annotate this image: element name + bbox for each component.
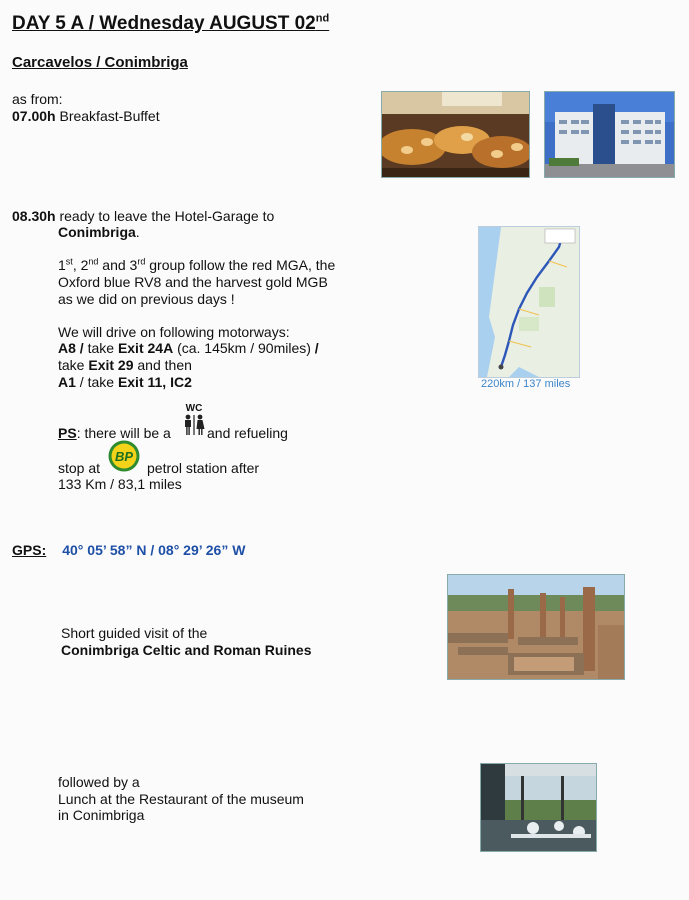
group-3-sup: rd [137,256,146,267]
exit-24a: Exit 24A [117,340,174,356]
then-text: and then [133,357,192,373]
motorways-line-3 [58,374,192,391]
ps-label: PS [58,425,77,441]
visit-line-1: Short guided visit of the [61,625,208,641]
stop-at: stop at [58,460,101,476]
lunch-line-1: followed by a [58,774,140,790]
take-2: take [58,357,89,373]
gps-line [12,542,245,559]
exit-11: Exit 11, IC2 [117,374,192,390]
departure-time: 08.30h [12,208,56,224]
buffet-photo [381,91,530,178]
group-3: and 3 [98,257,138,273]
page-title [12,13,329,35]
groups-line-1 [58,257,335,274]
ps-text-1: : there will be a [76,425,171,441]
motorways-intro: We will drive on following motorways: [58,324,290,340]
wc-icon [181,403,207,437]
departure-dest-suffix: . [135,224,140,240]
ps-text-2: and refueling [207,425,288,441]
hotel-photo [544,91,675,178]
wc-label: WC [185,403,203,414]
route-title: Carcavelos / Conimbriga [12,54,188,71]
title-text: DAY 5 A / Wednesday AUGUST 02 [12,13,316,34]
breakfast-line [12,108,160,125]
slash: / [314,340,319,356]
gps-coords: 40° 05’ 58” N / 08° 29’ 26” W [62,542,246,558]
motorway-a1: A1 [58,374,76,390]
title-sup: nd [315,12,330,25]
take-3: / take [75,374,118,390]
stop-distance: 133 Km / 83,1 miles [58,476,182,492]
breakfast-time: 07.00h [12,108,56,124]
lunch-line-2: Lunch at the Restaurant of the museum [58,791,304,807]
bp-text: BP [114,449,134,464]
motorways-line-1 [58,340,319,357]
groups-rest: group follow the red MGA, the [145,257,336,273]
distance-1: (ca. 145km / 90miles) [173,340,315,356]
motorways-line-2 [58,357,192,374]
groups-line-3: as we did on previous days ! [58,291,235,307]
departure-text: ready to leave the Hotel-Garage to [55,208,275,224]
lunch-line-3: in Conimbriga [58,807,145,823]
departure-destination-line [58,224,140,241]
departure-destination: Conimbriga [58,224,136,240]
group-1: 1 [58,257,66,273]
group-1-sup: st [65,256,73,267]
group-2-sup: nd [88,256,99,267]
groups-line-2: Oxford blue RV8 and the harvest gold MGB [58,274,328,290]
restaurant-photo [480,763,597,852]
exit-29: Exit 29 [88,357,134,373]
visit-line-2: Conimbriga Celtic and Roman Ruines [61,642,312,658]
route-map [478,226,580,378]
bp-logo-icon [108,440,140,472]
departure-line [12,208,274,225]
station-text: petrol station after [147,460,260,476]
group-2: , 2 [72,257,89,273]
gps-label: GPS: [12,542,47,558]
motorway-a8: A8 / [58,340,84,356]
map-caption: 220km / 137 miles [481,378,571,390]
breakfast-as-from: as from: [12,91,63,107]
take-1: take [83,340,118,356]
breakfast-label: Breakfast-Buffet [55,108,160,124]
ruins-photo [447,574,625,680]
